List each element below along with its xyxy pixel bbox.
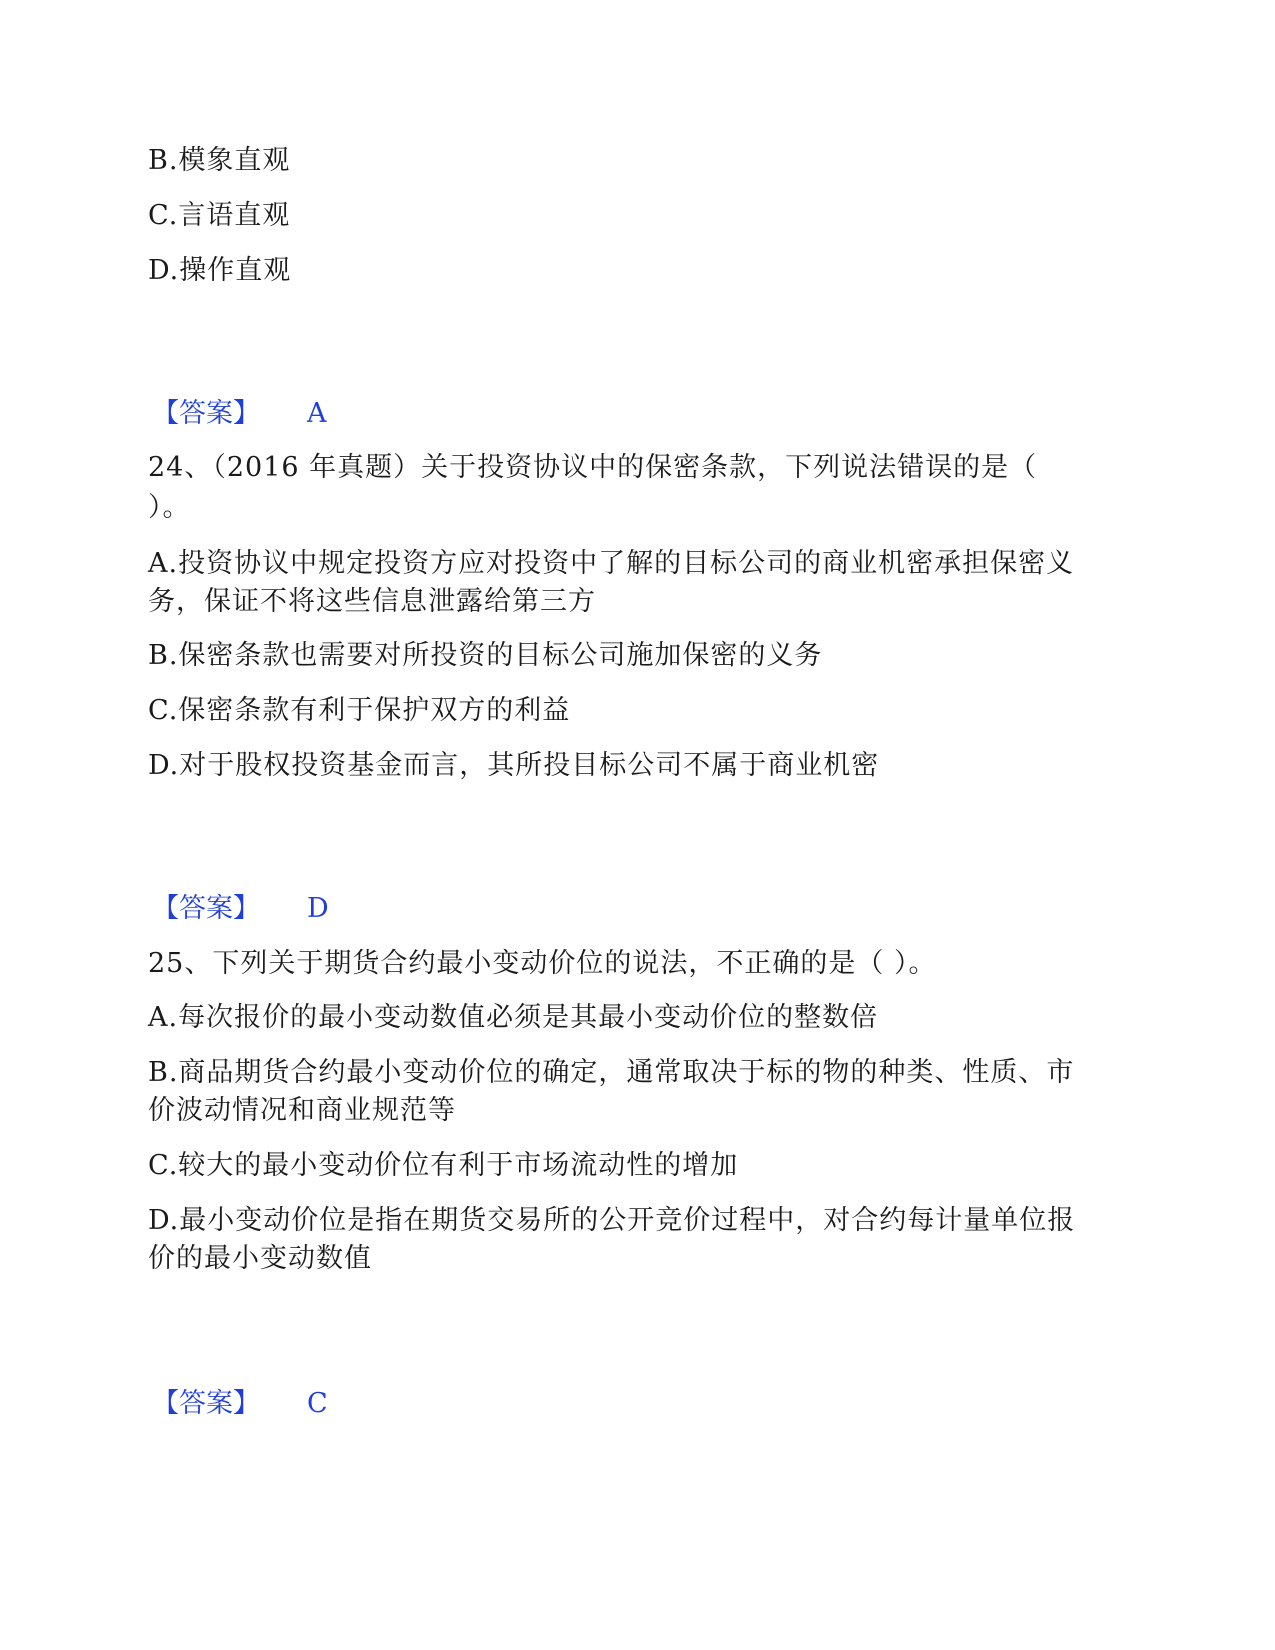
answer-line [152, 890, 329, 928]
answer-value: C [307, 1388, 328, 1419]
option-b: B.模象直观 [148, 145, 291, 176]
option-d-line: D.最小变动价位是指在期货交易所的公开竞价过程中，对合约每计量单位报 [148, 1205, 1076, 1236]
option-b-line: B.商品期货合约最小变动价位的确定，通常取决于标的物的种类、性质、市 [148, 1057, 1075, 1088]
option-d: D.操作直观 [148, 255, 292, 286]
option-b-line: 价波动情况和商业规范等 [148, 1095, 456, 1126]
answer-label: 【答案】 [152, 1388, 260, 1419]
question-stem-line: 24、（2016 年真题）关于投资协议中的保密条款，下列说法错误的是（ [148, 452, 1038, 483]
option-a: A.每次报价的最小变动数值必须是其最小变动价位的整数倍 [148, 1002, 879, 1033]
question-stem-line: ）。 [148, 492, 191, 523]
option-d-line: 价的最小变动数值 [148, 1243, 372, 1274]
option-c: C.言语直观 [148, 200, 291, 231]
answer-label: 【答案】 [152, 398, 260, 429]
option-b: B.保密条款也需要对所投资的目标公司施加保密的义务 [148, 640, 823, 671]
answer-line [152, 1385, 328, 1423]
option-c: C.保密条款有利于保护双方的利益 [148, 695, 571, 726]
answer-label: 【答案】 [152, 893, 260, 924]
option-a-line: 务，保证不将这些信息泄露给第三方 [148, 586, 596, 617]
answer-line [152, 395, 327, 433]
answer-value: D [307, 893, 329, 924]
question-stem: 25、下列关于期货合约最小变动价位的说法，不正确的是（ ）。 [148, 948, 937, 979]
option-c: C.较大的最小变动价位有利于市场流动性的增加 [148, 1150, 739, 1181]
option-d: D.对于股权投资基金而言，其所投目标公司不属于商业机密 [148, 750, 880, 781]
option-a-line: A.投资协议中规定投资方应对投资中了解的目标公司的商业机密承担保密义 [148, 548, 1075, 579]
answer-value: A [307, 398, 327, 429]
